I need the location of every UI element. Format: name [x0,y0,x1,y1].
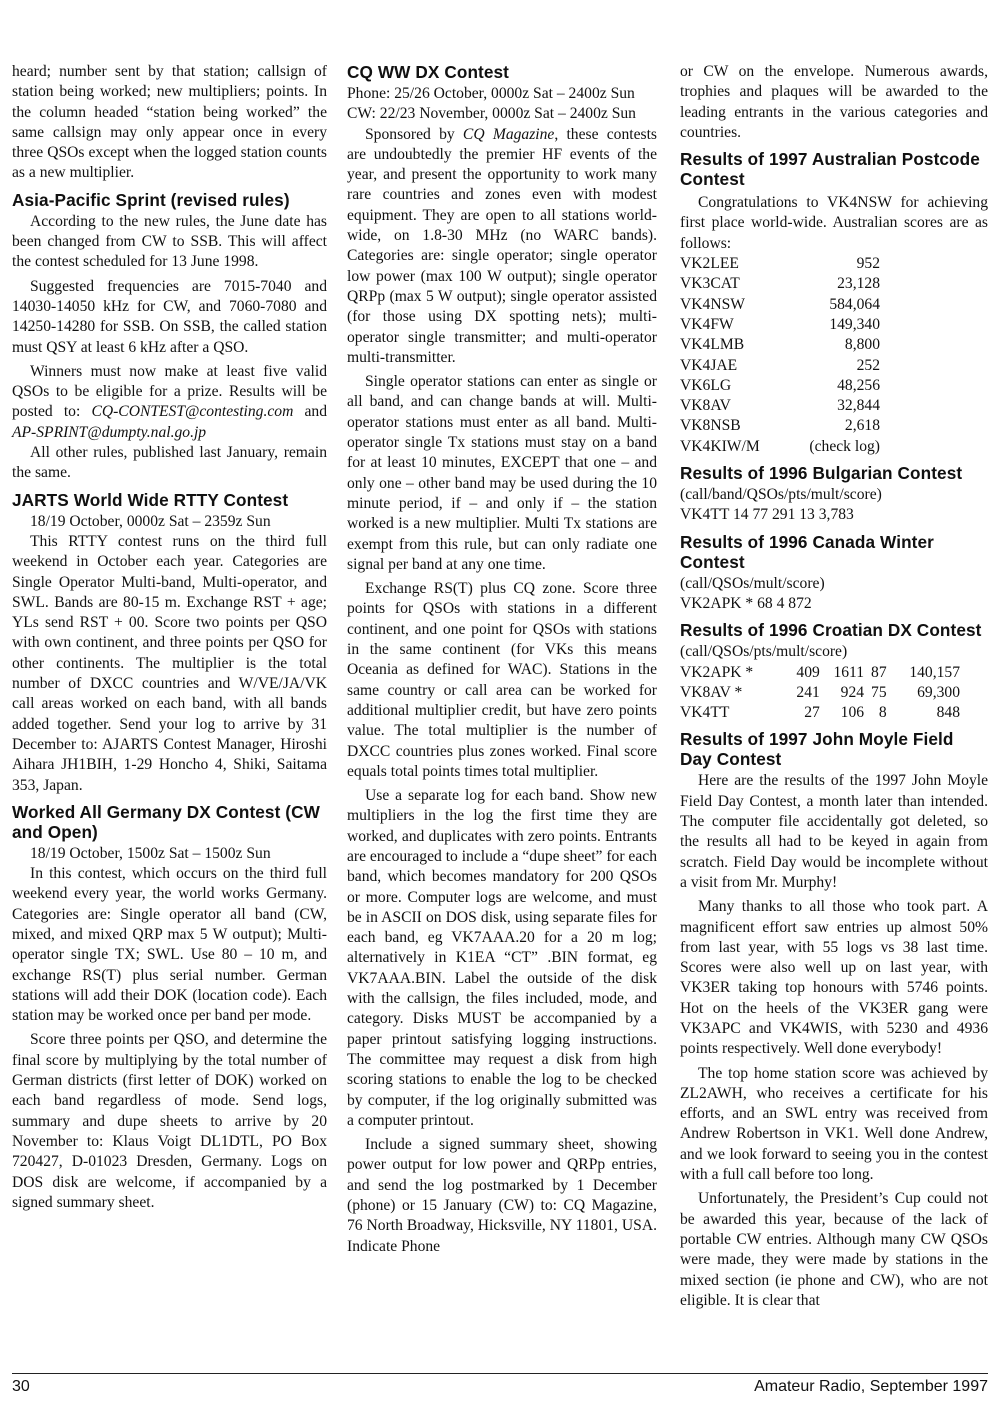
section-heading: Results of 1996 Bulgarian Contest [680,463,963,484]
table-row [680,703,960,723]
callsign: VK4FW [680,315,734,333]
score: 23,128 [837,275,880,293]
score: 149,340 [829,315,880,333]
table-cell: 106 [840,704,865,722]
result-header: (call/QSOs/mult/score) [680,574,825,592]
score-row [680,274,880,294]
table-cell: 8 [878,704,887,722]
publication-title: Amateur Radio, September 1997 [754,1378,988,1395]
paragraph: Unfortunately, the President’s Cup could not be awarded this year, because of the lack of portable CW entries. Although many CW QSOs were made, they were made by stations in the mixed section (ie phone and CW), who are not eligible. It is clear that [680,1190,988,1309]
callsign: VK4LMB [680,336,745,354]
paragraph: Use a separate log for each band. Show new multipliers in the log the first time they are worked, and duplicates with zero points. Entrants are encouraged to include a “dupe sheet” for each band, which becomes mandatory for 200 QSOs or more. Computer logs are welcome, and must be in ASCII on DOS disk, using separate files for each band, eg VK7AAA.20 for a 20 m log; alternatively in K1EA “CT” .BIN format, eg VK7AAA.BIN. Label the outside of the disk with the callsign, the files included, mode, and category. Disks MUST be accompanied by a paper printout satisfying logging instructions. The committee may request a disk from high scoring stations to enable the log to be checked by computer, if the log originally submitted was a computer printout. [347,787,657,1129]
table-row [680,663,960,683]
paragraph-text: Sponsored by [365,125,463,143]
table-cell: VK2APK * [680,663,754,681]
score-row [680,335,880,355]
section-heading: Asia-Pacific Sprint (revised rules) [12,189,290,210]
score-row [680,254,880,274]
contest-dates: 18/19 October, 0000z Sat – 2359z Sun [30,512,271,530]
table-cell: 1611 [833,663,865,681]
callsign: VK3CAT [680,275,740,293]
table-cell: VK8AV * [680,683,743,701]
paragraph-text: Winners must now make at least five valid QSOs to be eligible for a prize. Results will be posted to: [12,362,327,421]
email-address: CQ-CONTEST@contesting.com [91,403,294,421]
paragraph: The top home station score was achieved by ZL2AWH, who receives a certificate for his efforts, and an SWL entry was received from Andrew Robertson in VK1. Well done Andrew, and we look forward to seeing you in the contest with a full call before too long. [680,1064,988,1184]
footer-divider [12,1373,988,1374]
paragraph [12,362,327,443]
callsign: VK8AV [680,397,731,415]
paragraph: Many thanks to all those who took part. A magnificent effort saw entries up almost 50% from last year, with 55 logs vs 38 last time. Scores were also well up on last year, with VK3ER taking top honours with 5746 points. Hot on the heels of the VK3ER gang were VK3APC and VK4WIS, with 5230 and 4936 points respectively. Well done everybody! [680,898,988,1058]
column-3 [680,62,988,1311]
callsign: VK4KIW/M [680,437,760,455]
section-heading: Results of 1997 John Moyle Field Day Contest [680,729,954,770]
callsign: VK4JAE [680,356,738,374]
score: 32,844 [837,397,880,415]
paragraph: All other rules, published last January, remain the same. [12,444,327,482]
result-row: VK4TT 14 77 291 13 3,783 [680,506,854,524]
paragraph: Exchange RS(T) plus CQ zone. Score three points for QSOs with stations in a different continent, and one point for QSOs with stations in the same continent (for VKs this means Oceania as defined for WAC). Stations in the same country or call area can be worked for additional multiplier credit, but have zero points value. The total multiplier is the number of DXCC countries plus zones worked. Final score equals total points times total multiplier. [347,580,657,780]
contest-dates: CW: 22/23 November, 0000z Sat – 2400z Sun [347,105,636,123]
magazine-name: CQ Magazine [462,125,555,143]
score-row [680,437,880,457]
callsign: VK6LG [680,376,732,394]
callsign: VK4NSW [680,295,745,313]
section-heading: JARTS World Wide RTTY Contest [12,489,289,510]
contest-dates: Phone: 25/26 October, 0000z Sat – 2400z Sun [347,85,635,102]
score-row [680,396,880,416]
section-heading: CQ WW DX Contest [347,62,510,82]
paragraph [347,125,657,369]
score-row [680,295,880,315]
table-row [680,683,960,703]
score: 252 [856,356,880,374]
result-header: (call/band/QSOs/pts/mult/score) [680,486,882,504]
score-row [680,376,880,396]
table-cell: 27 [804,704,820,722]
results-table [680,663,960,724]
score-row [680,315,880,335]
contest-dates: 18/19 October, 1500z Sat – 1500z Sun [30,844,271,862]
table-cell: 924 [840,683,865,701]
paragraph: Here are the results of the 1997 John Moyle Field Day Contest, a month later than intended. The computer file accidentally got deleted, so the results all had to be keyed in again from scratch. Field Day would be incomplete without a visit from Mr. Murphy! [680,772,988,891]
table-cell: 848 [936,704,960,722]
section-heading: Worked All Germany DX Contest (CW and Open) [12,801,320,842]
score: 48,256 [837,376,880,394]
score: 584,064 [829,295,880,313]
table-cell: 409 [796,663,820,681]
paragraph: This RTTY contest runs on the third full weekend in October each year. Categories are Single Operator Multi-band, Multi-operator, and SWL. Bands are 80-15 m. Exchange RST + age; YLs send RST + 00. Score two points per QSO with own continent, and three points per QSO for other continents. The multiplier is the total number of DXCC countries and W/VE/JA/VK call areas worked on each band, with all bands added together. Send your log to arrive by 31 December to: AJARTS Contest Manager, Hiroshi Aihara JH1BIH, 1-29 Honcho 4, Shiki, Saitama 353, Japan. [12,532,327,794]
score: 2,618 [844,417,880,435]
score: 952 [856,255,880,273]
score-row [680,356,880,376]
table-cell: 241 [796,683,820,701]
paragraph: Congratulations to VK4NSW for achieving first place world-wide. Australian scores are as follows: [680,194,988,252]
paragraph-text: , these contests are undoubtedly the premier HF events of the year, and present the opportunity to work many rare countries and zones even with modest equipment. They are open to all stations world-wide, on 1.8-30 MHz (no WARC bands). Categories are: single operator; single operator low power (max 100 W output); single operator QRPp (max 5 W output); single operator assisted (for those using DX spotting nets); multi-operator single transmitter; and multi-operator multi-transmitter. [347,125,657,366]
paragraph: Score three points per QSO, and determine the final score by multiplying by the total number of German districts (first letter of DOK) worked on each band regardless of mode. Send logs, summary and dupe sheets to arrive by 20 November to: Klaus Voigt DL1DTL, PO Box 720427, D-01023 Dresden, Germany. Logs on DOS disk are welcome, if accompanied by a signed summary sheet. [12,1031,327,1211]
column-1 [12,62,327,1213]
score-row [680,416,880,436]
section-heading: Results of 1996 Croatian DX Contest [680,620,982,641]
section-heading: Results of 1996 Canada Winter Contest [680,531,934,572]
paragraph: In this contest, which occurs on the third full weekend every year, the world works Germany. Categories are: Single operator all band (CW, mixed, and mixed QRP max 5 W output); Multi-operator single TX; SWL. Use 80 – 10 m, and exchange RS(T) plus serial number. German stations will add their DOK (location code). Each station may be worked once per band per mode. [12,865,327,1025]
paragraph: Include a signed summary sheet, showing power output for low power and QRPp entries, and send the log postmarked by 1 December (phone) or 15 January (CW) to: CQ Magazine, 76 North Broadway, Hicksville, NY 11801, USA. Indicate Phone [347,1136,657,1255]
paragraph: Suggested frequencies are 7015-7040 and 14030-14050 kHz for CW, and 7060-7080 and 14250-14280 for SSB. On SSB, the called station must QSY at least 6 kHz after a QSO. [12,277,327,356]
result-header: (call/QSOs/pts/mult/score) [680,643,848,661]
table-cell: VK4TT [680,704,730,722]
result-row: VK2APK * 68 4 872 [680,594,812,612]
table-cell: 69,300 [917,683,960,701]
page-number: 30 [12,1378,30,1395]
score-list [680,254,880,457]
email-address: AP-SPRINT@dumpty.nal.go.jp [12,423,207,441]
paragraph: Single operator stations can enter as single or all band, and can change bands at will. Multi-operator stations must enter as all band. Multi-operator single Tx stations must stay on a band for at least 10 minutes, EXCEPT that one – and only one – other band may be used during the 10 minute period, if – and only if – the station worked is a new multiplier. Multi Tx stations are exempt from this rule, but can only radiate one signal per band at any one time. [347,373,657,573]
callsign: VK8NSB [680,417,741,435]
table-cell: 75 [871,683,887,701]
section-heading: Results of 1997 Australian Postcode Contest [680,149,980,190]
score: (check log) [809,437,880,455]
table-cell: 87 [871,663,887,681]
paragraph: heard; number sent by that station; callsign of station being worked; new multipliers; points. In the column headed “station being worked” the same callsign may only appear once in every three QSOs except when the logged station counts as a new multiplier. [12,63,327,182]
column-2 [347,62,657,1257]
paragraph: or CW on the envelope. Numerous awards, trophies and plaques will be awarded to the leading entrants in the various categories and countries. [680,63,988,141]
score: 8,800 [844,336,880,354]
paragraph: According to the new rules, the June date has been changed from CW to SSB. This will affect the contest scheduled for 13 June 1998. [12,212,327,271]
table-cell: 140,157 [909,663,960,681]
callsign: VK2LEE [680,255,739,273]
paragraph-text: and [293,403,327,421]
